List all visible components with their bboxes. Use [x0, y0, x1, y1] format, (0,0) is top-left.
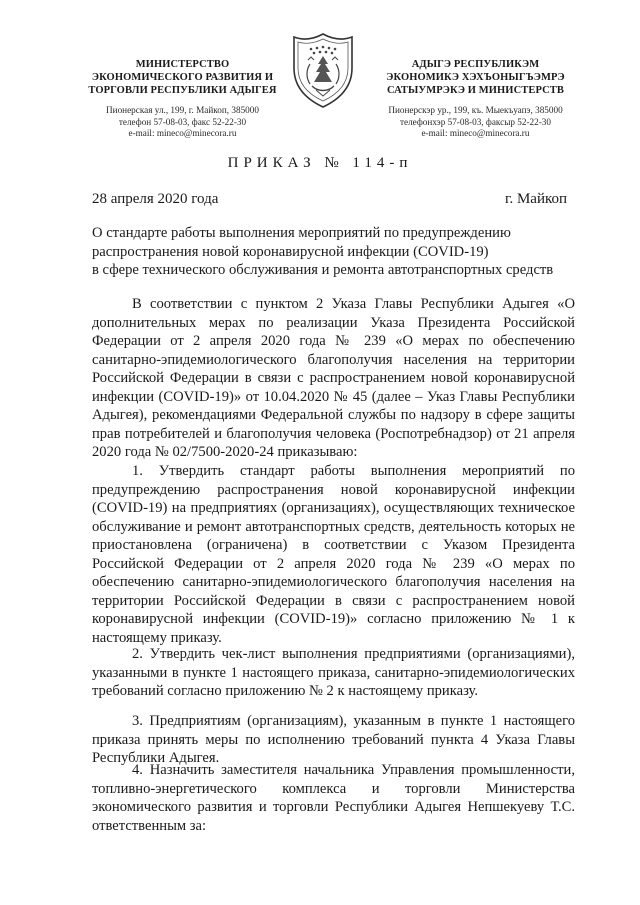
preamble-paragraph: В соответствии с пунктом 2 Указа Главы Республики Адыгея «О дополнительных мерах по реализации Указа Президента Российской Федерации от 2 апреля 2020 года № 239 «О мерах по обеспечению санитарно-эпидемиологического благополучия населения на территории Российской Федерации в связи с распространением новой коронавирусной инфекции (COVID-19)» от 10.04.2020 № 45 (далее – Указ Главы Республики Адыгея), рекомендациями Федеральной службы по надзору в сфере защиты прав потребителей и благополучия человека (Роспотребнадзор) от 21 апреля 2020 года № 02/7500-2020-24 приказываю:: [92, 296, 575, 460]
email-line: e-mail: mineco@minecora.ru: [128, 128, 237, 138]
phone-line: телефон 57-08-03, факс 52-22-30: [118, 116, 247, 127]
order-item-4: 4. Назначить заместителя начальника Управления промышленности, топливно-энергетического комплекса и торговли Министерства экономического развития и торговли Республики Адыгея Непшекуеву Т.С. ответственным за:: [92, 762, 575, 834]
order-item-3: 3. Предприятиям (организациям), указанным в пункте 1 настоящего приказа принять меры по исполнению требований пункта 4 Указа Главы Республики Адыгея.: [92, 713, 575, 766]
ministry-header-adyghe: [368, 58, 583, 140]
ministry-contacts-adyghe: [368, 105, 583, 140]
email-line: e-mail: mineco@minecora.ru: [421, 128, 530, 138]
order-subject: О стандарте работы выполнения мероприятий по предупреждению распространения новой коронавирусной инфекции (COVID-19) в сфере технического обслуживания и ремонта автотранспортных средств: [92, 225, 554, 278]
phone-line: телефонхэр 57-08-03, факсыр 52-22-30: [399, 116, 551, 127]
ministry-contacts-russian: [80, 105, 285, 140]
order-city: г. Майкоп: [505, 191, 568, 207]
address-line: Пионерская ул., 199, г. Майкоп, 385000: [106, 105, 259, 115]
order-title: ПРИКАЗ № 114-п: [227, 155, 413, 171]
coat-of-arms-icon: [288, 30, 358, 110]
ministry-name-adyghe: АДЫГЭ РЕСПУБЛИКЭМ ЭКОНОМИКЭ ХЭХЪОНЫГЪЭМРЭ САТЫУМРЭКЭ И МИНИСТЕРСТВ: [386, 59, 565, 96]
order-item-1: 1. Утвердить стандарт работы выполнения мероприятий по предупреждению распространения новой коронавирусной инфекции (COVID-19) на предприятиях (организациях), осуществляющих техническое обслуживание и ремонт автотранспортных средств, деятельность которых не приостановлена (ограничена) в соответствии с Указом Президента Российской Федерации от 2 апреля 2020 года № 239 «О мерах по обеспечению санитарно-эпидемиологического благополучия населения на территории Российской Федерации в связи с распространением новой коронавирусной инфекции (COVID-19)» согласно приложению № 1 к настоящему приказу.: [92, 463, 575, 646]
order-date: 28 апреля 2020 года: [92, 191, 219, 207]
order-item-2: 2. Утвердить чек-лист выполнения предприятиями (организациями), указанными в пункте 1 настоящего приказа, санитарно-эпидемиологических требований согласно приложению № 2 к настоящему приказу.: [92, 646, 575, 699]
ministry-name-russian: МИНИСТЕРСТВО ЭКОНОМИЧЕСКОГО РАЗВИТИЯ И ТОРГОВЛИ РЕСПУБЛИКИ АДЫГЕЯ: [88, 59, 277, 96]
ministry-header-russian: [80, 58, 285, 140]
address-line: Пионерскэр ур., 199, къ. Мыекъуапэ, 385000: [388, 105, 563, 115]
